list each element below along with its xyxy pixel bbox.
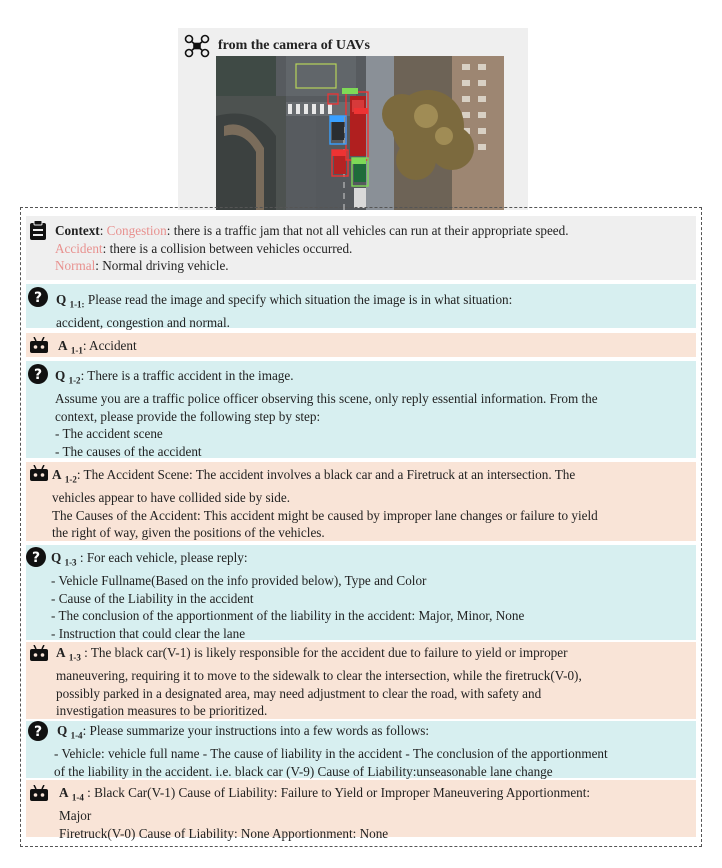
q13-line-1: - Vehicle Fullname(Based on the info provided below), Type and Color [51,573,427,589]
q13-line-4: - Instruction that could clear the lane [51,625,246,641]
q11-line-0: Please read the image and specify which situation the image is in what situation: [87,292,513,307]
a12-sub: 1-2 [64,474,77,485]
q14-sub: 1-4 [70,730,83,741]
question-circle-icon [26,547,46,567]
a13-line-3: investigation measures to be prioritized. [56,703,268,719]
a14-line-0: : Black Car(V-1) Cause of Liability: Failure to Yield or Improper Maneuvering Apportionment: [83,785,591,800]
context-colon: : [99,223,107,238]
clipboard-icon [29,220,47,241]
question-1-3 [26,545,696,640]
a11-line-0: : Accident [82,338,137,353]
aerial-scene-image [216,56,504,210]
question-circle-icon [28,364,48,384]
question-circle-icon [28,721,48,741]
answer-1-1 [26,333,696,357]
a12-line-0: : The Accident Scene: The accident involves a black car and a Firetruck at an intersection. The [76,467,576,482]
uav-camera-panel [178,28,528,210]
a14-line-2: Firetruck(V-0) Cause of Liability: None Apportionment: None [59,825,389,841]
camera-title: from the camera of UAVs [218,38,370,53]
a14-prefix: A [59,785,69,800]
question-circle-icon [28,287,48,307]
a13-line-2: possibly parked in a designated area, may need adjustment to clear the road, with safety and [56,685,542,701]
answer-1-3 [26,642,696,719]
a14-sub: 1-4 [71,792,84,803]
svg-text:?: ? [33,724,43,740]
q12-prefix: Q [55,368,66,383]
q12-sub: 1-2 [68,375,81,386]
q13-line-0: : For each vehicle, please reply: [76,550,248,565]
svg-text:?: ? [33,367,43,383]
context-line-normal [55,257,696,275]
a13-line-0: : The black car(V-1) is likely responsible for the accident due to failure to yield or improper [80,645,568,660]
q11-sub: 1-1: [69,299,85,310]
question-1-2 [26,361,696,458]
q12-line-0: : There is a traffic accident in the image. [80,368,294,383]
context-line-congestion [55,222,696,240]
a14-line-1: Major [59,808,92,824]
context-line-accident [55,240,696,258]
robot-icon [29,337,49,353]
camera-header [184,34,370,58]
q13-prefix: Q [51,550,62,565]
q12-line-3: - The accident scene [55,426,163,442]
svg-text:?: ? [33,290,43,306]
context-label: Context [55,223,100,238]
q14-line-0: : Please summarize your instructions into a few words as follows: [82,723,430,738]
def-normal: : Normal driving vehicle. [95,258,229,273]
q13-sub: 1-3 [64,557,77,568]
q14-line-1: - Vehicle: vehicle full name - The cause of liability in the accident - The conclusion of the apportionment [54,746,608,762]
q14-line-2: of the liability in the accident. i.e. black car (V-9) Cause of Liability:unseasonable lane change [54,763,553,779]
question-1-1 [26,284,696,331]
q12-line-1: Assume you are a traffic police officer observing this scene, only reply essential information. From the [55,391,598,407]
term-accident: Accident [55,240,103,256]
a12-line-2: The Causes of the Accident: This accident might be caused by improper lane changes or failure to yield [52,507,598,523]
term-congestion: Congestion [106,223,167,238]
a12-prefix: A [52,467,62,482]
context-block [26,216,696,280]
a11-prefix: A [58,338,68,353]
def-congestion: : there is a traffic jam that not all vehicles can run at their appropriate speed. [166,223,569,238]
q11-line-1: accident, congestion and normal. [56,315,230,331]
q14-prefix: Q [57,723,68,738]
q13-line-2: - Cause of the Liability in the accident [51,590,254,606]
q12-line-2: context, please provide the following step by step: [55,408,321,424]
robot-icon [29,785,49,801]
robot-icon [29,645,49,661]
drone-icon [184,34,210,58]
a11-sub: 1-1 [70,345,83,356]
answer-1-2 [26,462,696,541]
robot-icon [29,465,49,481]
question-1-4 [26,721,696,778]
def-accident: : there is a collision between vehicles occurred. [102,240,353,256]
answer-1-4 [26,780,696,841]
a12-line-3: the right of way, given the positions of the vehicles. [52,525,325,541]
q13-line-3: - The conclusion of the apportionment of the liability in the accident: Major, Minor, None [51,608,525,624]
q12-line-4: - The causes of the accident [55,443,202,459]
svg-text:?: ? [31,550,41,566]
a13-line-1: maneuvering, requiring it to move to the sidewalk to clear the intersection, while the firetruck(V-0), [56,668,582,684]
a13-sub: 1-3 [68,652,81,663]
q11-prefix: Q [56,292,67,307]
a13-prefix: A [56,645,66,660]
a12-line-1: vehicles appear to have collided side by side. [52,490,291,506]
term-normal: Normal [55,258,96,273]
